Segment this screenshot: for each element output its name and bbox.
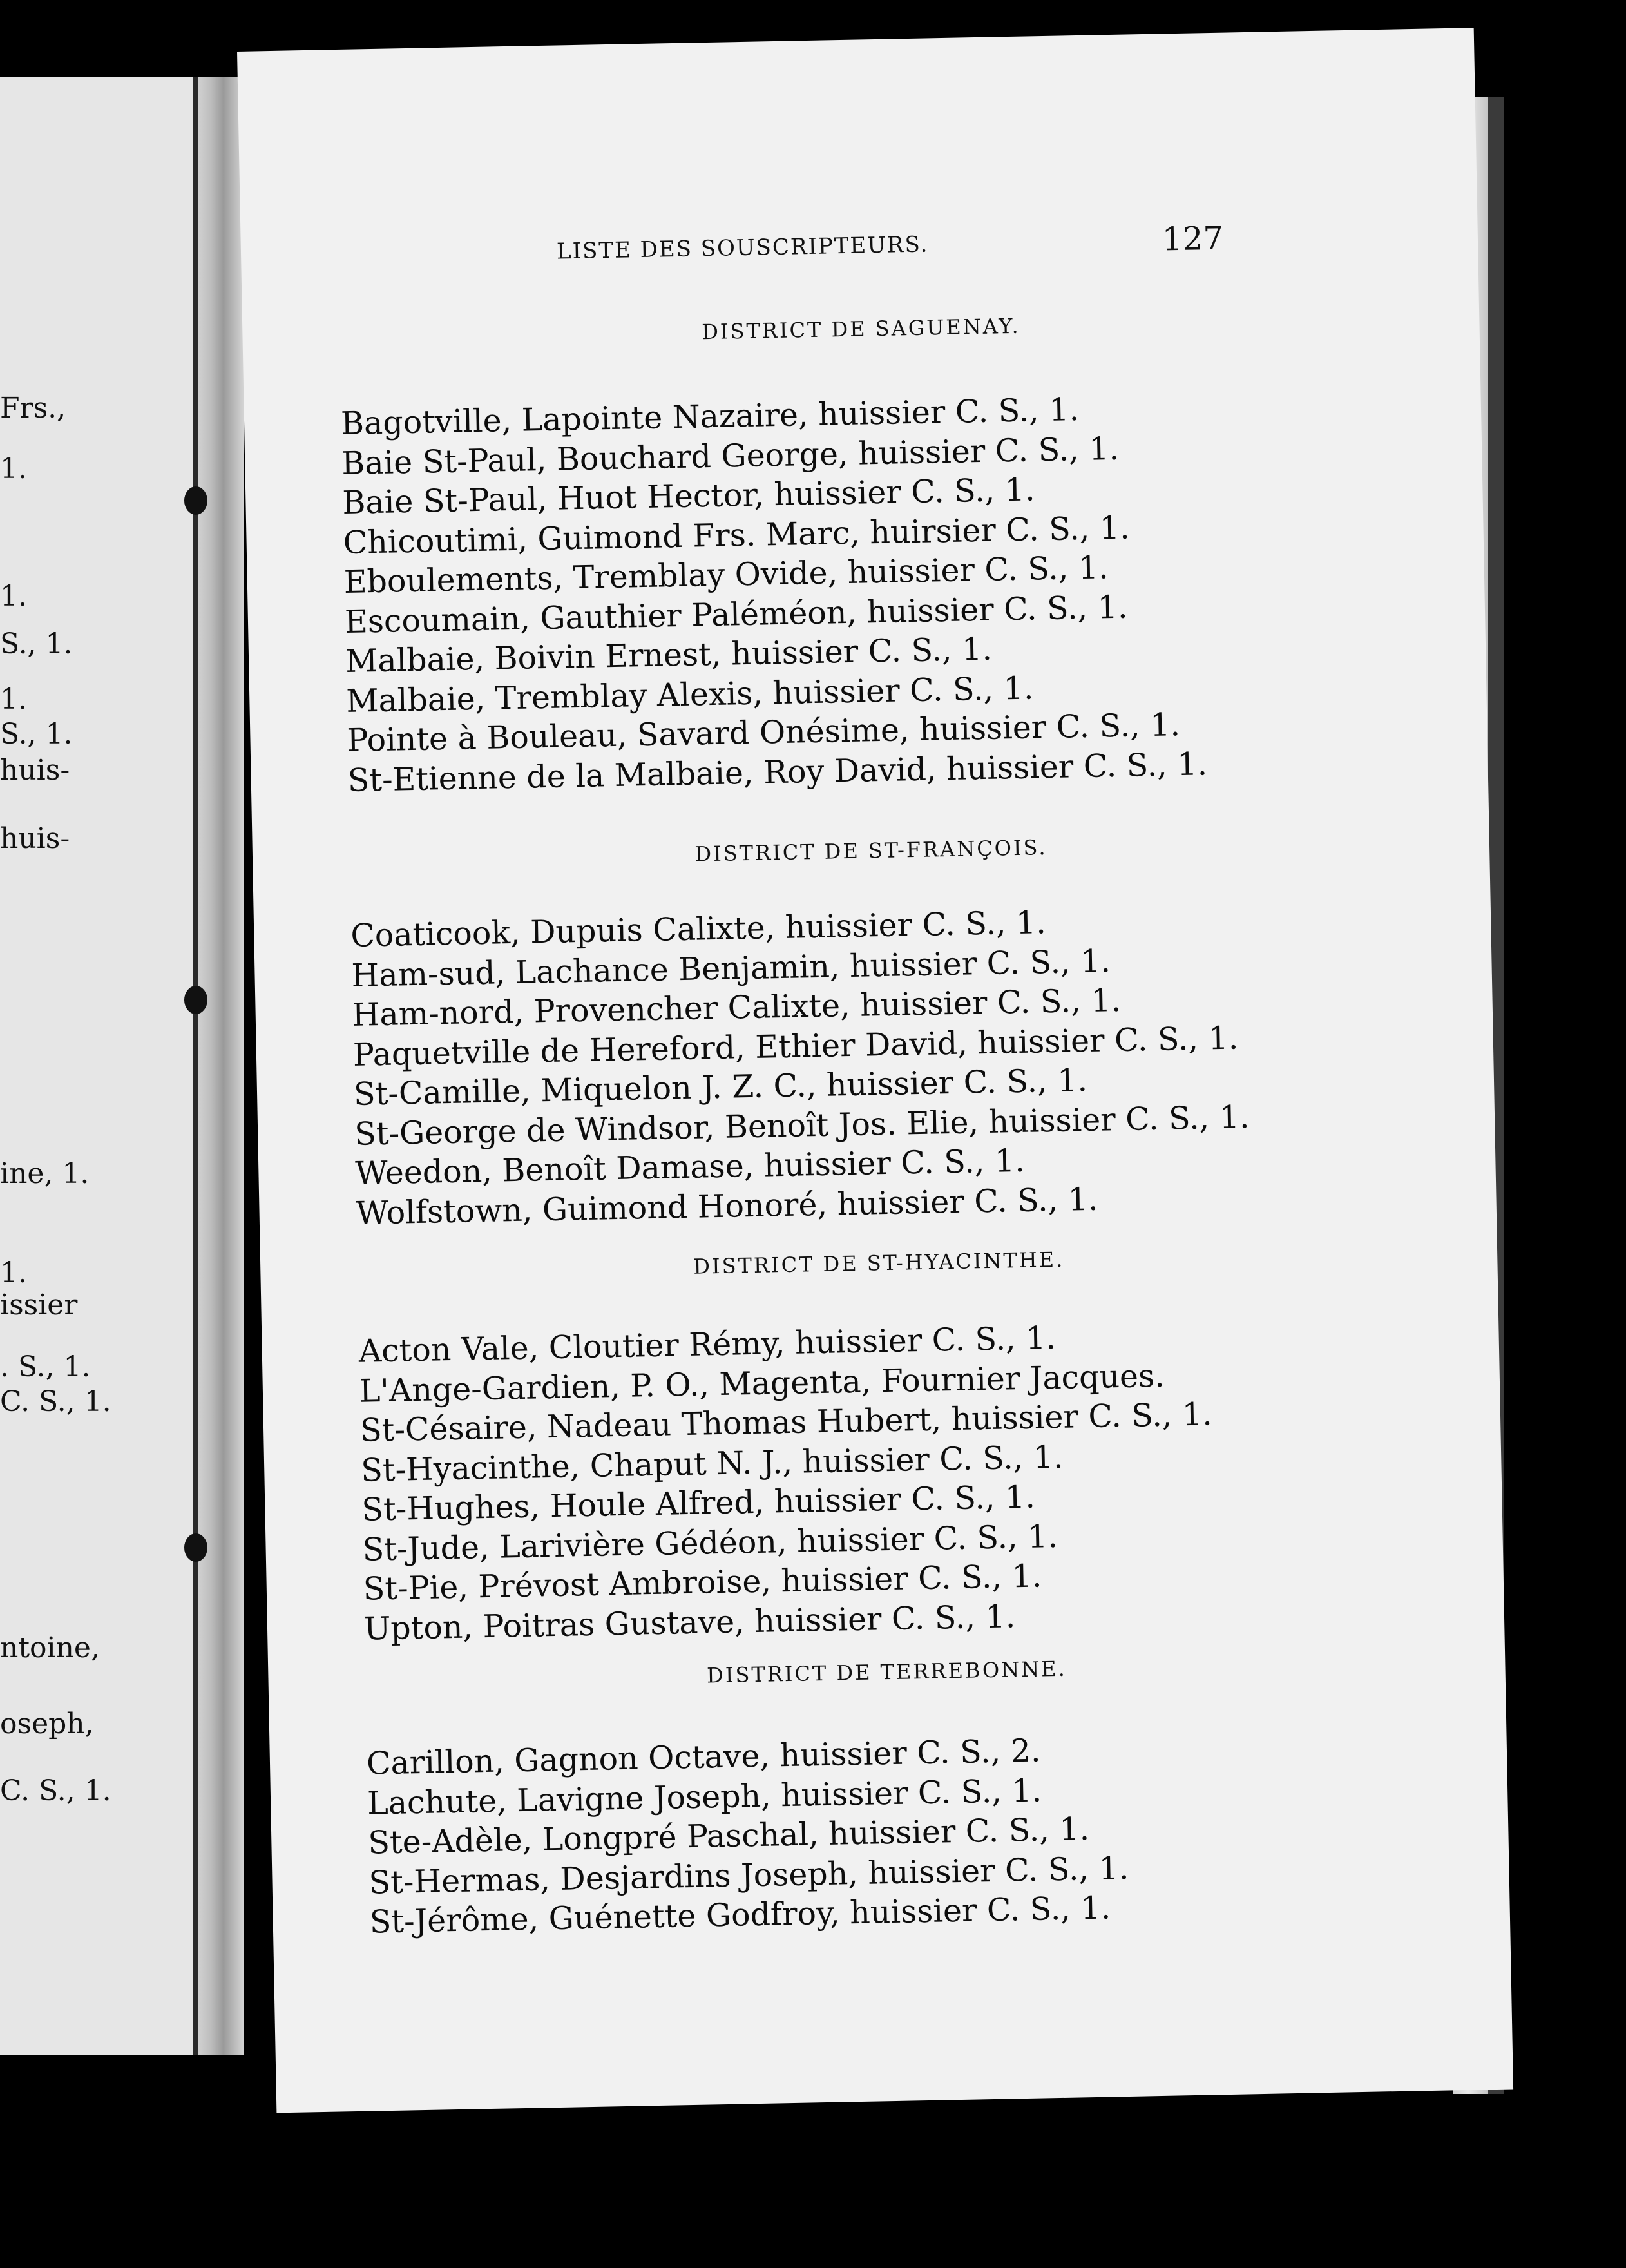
district-heading-saguenay: DISTRICT DE SAGUENAY.: [701, 313, 1020, 345]
district-entries-st-francois: [350, 895, 1451, 1233]
previous-page-text: C. S., 1.: [0, 1385, 111, 1418]
subscriber-entry: Acton Vale, Cloutier Rémy, huissier C. S., 1.: [358, 1319, 1057, 1370]
subscriber-entry: Wolfstown, Guimond Honoré, huissier C. S., 1.: [356, 1180, 1098, 1232]
page-number: 127: [1162, 219, 1224, 258]
previous-page-text: oseph,: [0, 1707, 94, 1740]
previous-page-text: Frs.,: [0, 392, 66, 425]
district-entries-terrebonne: [366, 1723, 1465, 1942]
district-heading-st-hyacinthe: DISTRICT DE ST-HYACINTHE.: [693, 1247, 1065, 1279]
subscriber-entry: Baie St-Paul, Huot Hector, huissier C. S., 1.: [341, 471, 1036, 521]
district-entries-st-hyacinthe: [358, 1311, 1459, 1649]
subscriber-entry: Ham-sud, Lachance Benjamin, huissier C. S., 1.: [351, 942, 1111, 994]
previous-page-text: . S., 1.: [0, 1350, 91, 1383]
subscriber-entry: St-Camille, Miquelon J. Z. C., huissier C. S., 1.: [353, 1061, 1088, 1113]
subscriber-entry: St-Hughes, Houle Alfred, huissier C. S., 1.: [361, 1478, 1036, 1528]
subscriber-entry: Paquetville de Hereford, Ethier David, huissier C. S., 1.: [352, 1019, 1239, 1073]
binding-stitch: [184, 1533, 207, 1562]
page-header: [241, 215, 1478, 277]
previous-page-text: 1.: [0, 683, 27, 716]
subscriber-entry: Baie St-Paul, Bouchard George, huissier C. S., 1.: [341, 430, 1120, 482]
previous-page-text: huis-: [0, 822, 70, 855]
subscriber-entry: Malbaie, Boivin Ernest, huissier C. S., 1.: [345, 630, 993, 680]
running-title: LISTE DES SOUSCRIPTEURS.: [556, 231, 929, 265]
subscriber-entry: Escoumain, Gauthier Paléméon, huissier C. S., 1.: [344, 588, 1128, 640]
subscriber-entry: L'Ange-Gardien, P. O., Magenta, Fournier Jacques.: [359, 1357, 1165, 1410]
district-entries-saguenay: [341, 383, 1443, 800]
subscriber-entry: Malbaie, Tremblay Alexis, huissier C. S., 1.: [345, 669, 1034, 720]
subscriber-entry: Coaticook, Dupuis Calixte, huissier C. S., 1.: [350, 904, 1047, 954]
binding-stitch: [184, 486, 207, 515]
previous-page-text: 1.: [0, 1256, 27, 1289]
page-127: [237, 28, 1513, 2113]
previous-page-text: issier: [0, 1289, 78, 1321]
subscriber-entry: St-Pie, Prévost Ambroise, huissier C. S., 1.: [363, 1557, 1042, 1608]
previous-page-text: S., 1.: [0, 628, 73, 660]
previous-page-text: ntoine,: [0, 1631, 100, 1664]
subscriber-entry: Bagotville, Lapointe Nazaire, huissier C. S., 1.: [340, 391, 1080, 443]
district-heading-terrebonne: DISTRICT DE TERREBONNE.: [706, 1656, 1067, 1688]
subscriber-entry: Carillon, Gagnon Octave, huissier C. S., 2.: [366, 1732, 1041, 1782]
subscriber-entry: St-Jude, Larivière Gédéon, huissier C. S., 1.: [362, 1517, 1058, 1568]
subscriber-entry: St-Césaire, Nadeau Thomas Hubert, huissier C. S., 1.: [359, 1396, 1213, 1449]
subscriber-entry: St-Etienne de la Malbaie, Roy David, huissier C. S., 1.: [347, 745, 1208, 799]
subscriber-entry: Ham-nord, Provencher Calixte, huissier C. S., 1.: [352, 981, 1122, 1033]
previous-page-text: S., 1.: [0, 718, 73, 751]
binding-stitch: [184, 986, 207, 1014]
binding-edge: [193, 77, 198, 2055]
previous-page-text: 1.: [0, 580, 27, 613]
subscriber-entry: St-George de Windsor, Benoît Jos. Elie, huissier C. S., 1.: [354, 1098, 1250, 1153]
subscriber-entry: Chicoutimi, Guimond Frs. Marc, huirsier C. S., 1.: [343, 509, 1131, 561]
previous-page: [0, 77, 193, 2055]
district-heading-st-francois: DISTRICT DE ST-FRANÇOIS.: [694, 835, 1047, 867]
subscriber-entry: Pointe à Bouleau, Savard Onésime, huissier C. S., 1.: [347, 706, 1181, 759]
subscriber-entry: Weedon, Benoît Damase, huissier C. S., 1.: [354, 1142, 1026, 1192]
previous-page-text: C. S., 1.: [0, 1774, 111, 1807]
previous-page-text: ine, 1.: [0, 1157, 90, 1190]
book-gutter: [193, 77, 244, 2055]
subscriber-entry: Eboulements, Tremblay Ovide, huissier C. S., 1.: [343, 549, 1109, 601]
subscriber-entry: Lachute, Lavigne Joseph, huissier C. S., 1.: [367, 1772, 1042, 1822]
previous-page-text: 1.: [0, 452, 27, 485]
subscriber-entry: St-Hyacinthe, Chaput N. J., huissier C. S., 1.: [360, 1438, 1064, 1489]
subscriber-entry: St-Jérôme, Guénette Godfroy, huissier C. S., 1.: [369, 1889, 1111, 1941]
previous-page-text: huis-: [0, 754, 70, 787]
subscriber-entry: Upton, Poitras Gustave, huissier C. S., 1.: [363, 1597, 1016, 1648]
subscriber-entry: St-Hermas, Desjardins Joseph, huissier C. S., 1.: [368, 1849, 1129, 1901]
subscriber-entry: Ste-Adèle, Longpré Paschal, huissier C. S., 1.: [367, 1811, 1090, 1861]
